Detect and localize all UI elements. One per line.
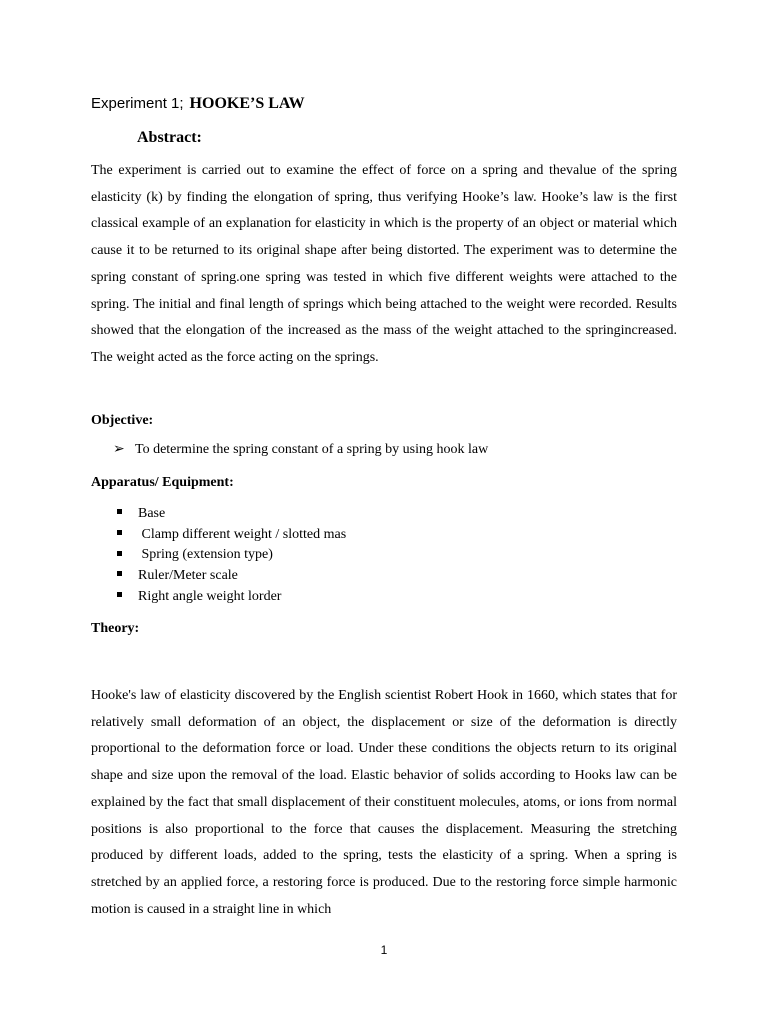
- apparatus-item-text: Clamp different weight / slotted mas: [138, 526, 347, 542]
- square-bullet-icon: [117, 551, 122, 556]
- apparatus-item-text: Ruler/Meter scale: [138, 568, 238, 584]
- list-item: [117, 566, 346, 587]
- abstract-heading: Abstract:: [137, 129, 202, 146]
- objective-item-text: To determine the spring constant of a spring by using hook law: [135, 442, 489, 457]
- list-item: [117, 545, 346, 566]
- square-bullet-icon: [117, 592, 122, 597]
- title-prefix: Experiment 1;: [91, 95, 184, 112]
- square-bullet-icon: [117, 530, 122, 535]
- arrow-bullet-icon: ➢: [113, 442, 125, 457]
- objective-heading: Objective:: [91, 413, 154, 428]
- apparatus-item-text: Base: [138, 506, 166, 521]
- square-bullet-icon: [117, 509, 122, 514]
- list-item: [117, 587, 346, 608]
- apparatus-list: [117, 504, 346, 607]
- objective-item: [113, 441, 488, 458]
- apparatus-heading: Apparatus/ Equipment:: [91, 475, 234, 490]
- theory-paragraph: Hooke's law of elasticity discovered by the English scientist Robert Hook in 1660, which states that for relatively small deformation of an object, the displacement or size of the deformation is directly proportional to the deformation force or load. Under these conditions the objects return to its original shape and size upon the removal of the load. Elastic behavior of solids according to Hooks law can be explained by the fact that small displacement of their constituent molecules, atoms, or ions from normal positions is also proportional to the force that causes the displacement. Measuring the stretching produced by different loads, added to the spring, tests the elasticity of a spring. When a spring is stretched by an applied force, a restoring force is produced. Due to the restoring force simple harmonic motion is caused in a straight line in which: [91, 688, 677, 917]
- list-item: [117, 525, 346, 546]
- list-item: [117, 504, 346, 525]
- theory-heading: Theory:: [91, 621, 140, 636]
- square-bullet-icon: [117, 571, 122, 576]
- apparatus-item-text: Right angle weight lorder: [138, 588, 282, 604]
- document-title: [91, 95, 305, 113]
- page-number: 1: [380, 943, 388, 957]
- abstract-paragraph: The experiment is carried out to examine the effect of force on a spring and thevalue of the spring elasticity (k) by finding the elongation of spring, thus verifying Hooke’s law. Hooke’s law is the first classical example of an explanation for elasticity in which is the property of an object or material which cause it to be returned to its original shape after being distorted. The experiment was to determine the spring constant of spring.one spring was tested in which five different weights were attached to the spring. The initial and final length of springs which being attached to the weight were recorded. Results showed that the elongation of the increased as the mass of the weight attached to the springincreased. The weight acted as the force acting on the springs.: [91, 163, 677, 365]
- title-main: HOOKE’S LAW: [189, 95, 305, 112]
- apparatus-item-text: Spring (extension type): [138, 547, 273, 563]
